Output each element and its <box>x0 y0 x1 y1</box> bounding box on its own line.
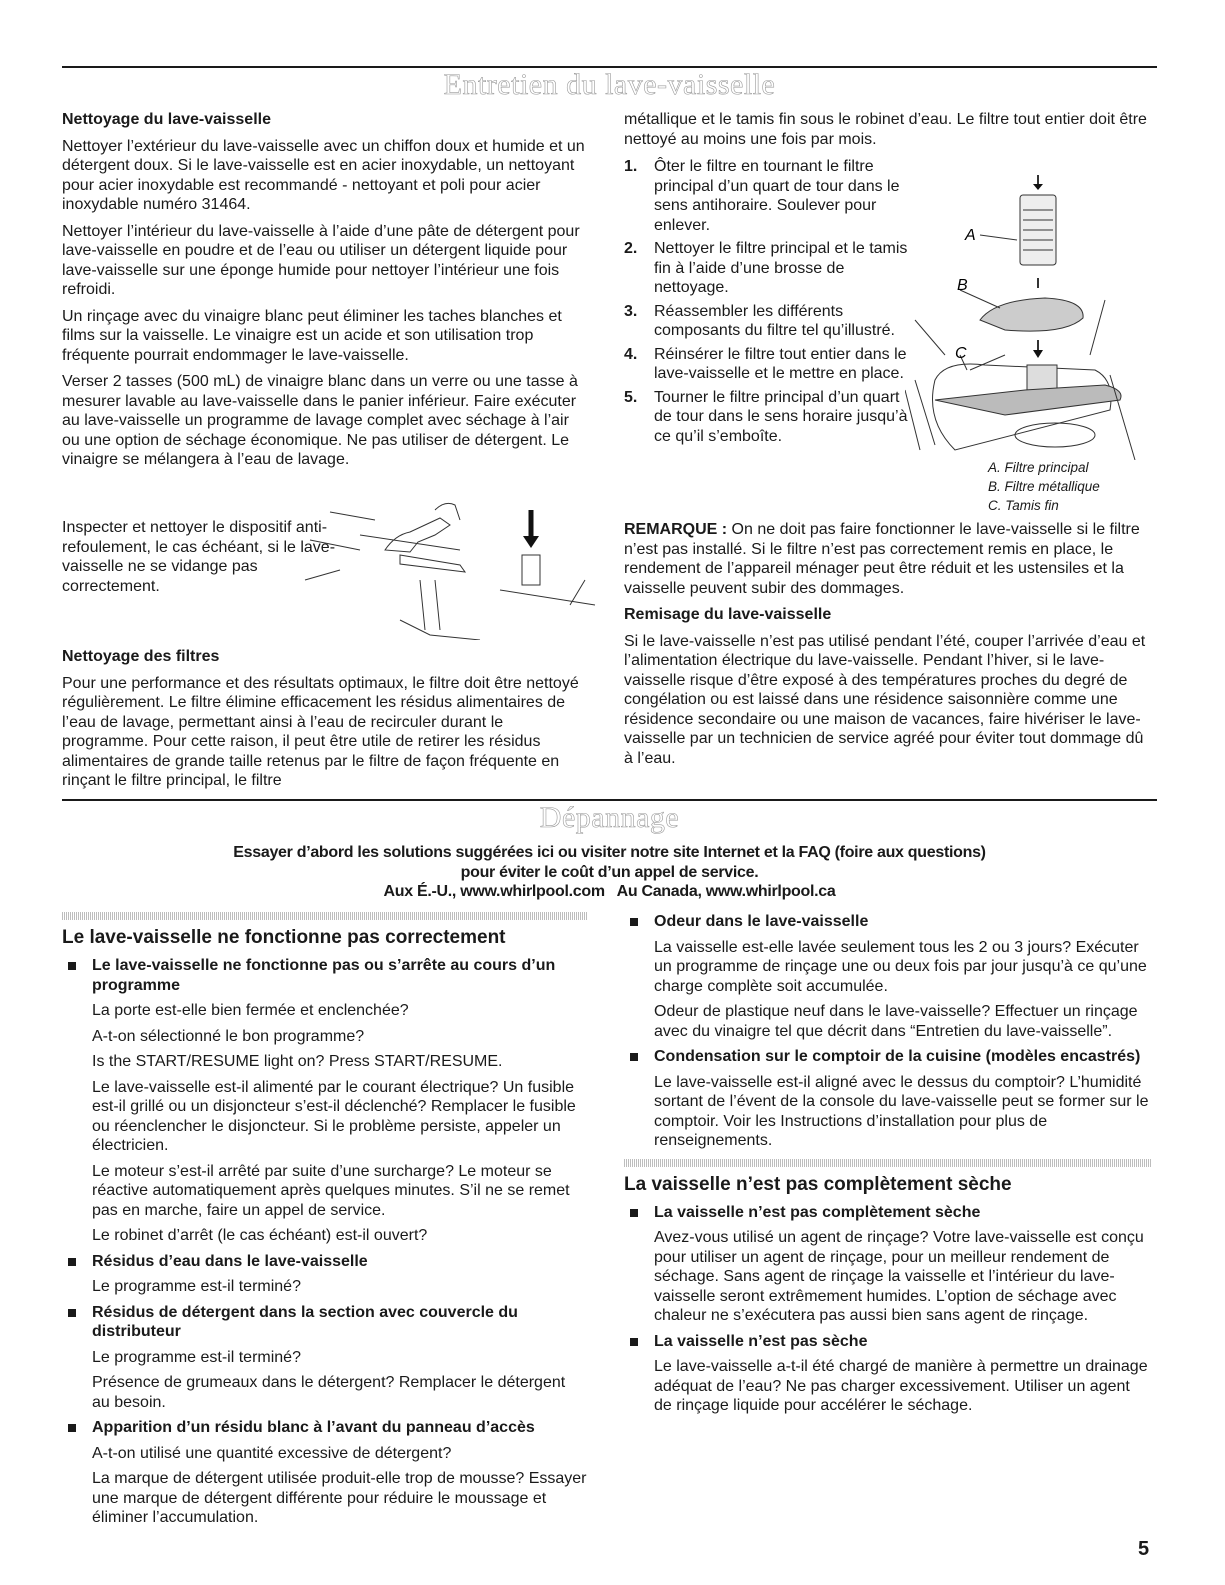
filters-continued <box>624 110 1149 156</box>
filter-label-c: C <box>955 345 967 362</box>
bullet-square <box>630 1338 638 1346</box>
problem-heading: La vaisselle n’est pas sèche <box>654 1332 868 1350</box>
problem-text: A-t-on utilisé une quantité excessive de détergent? <box>92 1444 452 1462</box>
problem-item <box>624 1047 1152 1151</box>
not-dry-heading: La vaisselle n’est pas complètement sèche <box>624 1173 1012 1195</box>
cleaning-paragraph: Nettoyer l’extérieur du lave-vaisselle avec un chiffon doux et humide et un détergent doux. Si le lave-vaisselle est en acier inoxydable, un nettoyant pour acier inoxydable est recommandé - nettoyant et poli pour acier inoxydable numéro 31464. <box>62 137 585 213</box>
problem-text: Présence de grumeaux dans le détergent? Remplacer le détergent au besoin. <box>92 1374 566 1411</box>
problem-text: Le lave-vaisselle est-il aligné avec le dessus du comptoir? L’humidité sortant de l’évent de la console du lave-vaisselle peut se former sur le comptoir. Voir les Instructions d’installation pour plus de renseignements. <box>654 1073 1149 1149</box>
cleaning-paragraph: Verser 2 tasses (500 mL) de vinaigre blanc dans un verre ou une tasse à mesurer lavable au lave-vaisselle dans le panier inférieur. Faire exécuter au lave-vaisselle un programme de lavage complet avec séchage à l’air ou une option de séchage économique. Ne pas utiliser de détergent. Le vinaigre se mélangera à l’eau de lavage. <box>62 373 578 468</box>
problem-heading: Résidus d’eau dans le lave-vaisselle <box>92 1252 368 1270</box>
problem-text: Le programme est-il terminé? <box>92 1278 301 1295</box>
problem-text: A-t-on sélectionné le bon programme? <box>92 1027 365 1045</box>
bullet-square <box>68 1309 76 1317</box>
note-paragraph <box>624 520 1152 598</box>
section-divider <box>62 912 587 920</box>
problem-item <box>624 1332 1152 1416</box>
problem-heading: La vaisselle n’est pas complètement sèche <box>654 1203 981 1221</box>
note-text: On ne doit pas faire fonctionner le lave-vaisselle si le filtre n’est pas installé. Si le filtre n’est pas correctement remis en place, le rendement de l’appareil ménager peut être réduit et les ustensiles et la vaisselle peuvent subir des dommages. <box>624 521 1140 597</box>
problem-text: Is the START/RESUME light on? Press START/RESUME. <box>92 1053 503 1070</box>
problem-text: La vaisselle est-elle lavée seulement tous les 2 ou 3 jours? Exécuter un programme de rinçage une ou deux fois par jour jusqu’à ce qu’une charge complète soit accumulée. <box>654 938 1147 995</box>
cleaning-paragraph: Nettoyer l’intérieur du lave-vaisselle à l’aide d’une pâte de détergent pour lave-vaisselle en poudre et de l’eau ou utiliser un détergent liquide pour lave-vaisselle sur une éponge humide pour nettoyer l’intérieur une fois refroidi. <box>62 222 580 298</box>
bullet-square <box>630 1209 638 1217</box>
filter-step: 5. Tourner le filtre principal d’un quart de tour dans le sens horaire jusqu’à ce qu’il s’emboîte. <box>624 388 908 445</box>
problem-text: Le programme est-il terminé? <box>92 1348 301 1366</box>
filter-captions <box>988 458 1153 515</box>
filters-heading: Nettoyage des filtres <box>62 648 220 665</box>
page-number: 5 <box>1138 1538 1150 1560</box>
problem-heading: Odeur dans le lave-vaisselle <box>654 913 869 930</box>
troubleshooting-title: Dépannage <box>539 801 680 834</box>
cleaning-section <box>62 110 587 477</box>
problem-text: Le moteur s’est-il arrêté par suite d’une surcharge? Le moteur se réactive automatiquement après quelques minutes. S’il ne se remet pas en marche, faire un appel de service. <box>92 1162 570 1219</box>
note-and-storage <box>624 520 1152 775</box>
intro-line: Essayer d’abord les solutions suggérées ici ou visiter notre site Internet et la FAQ (foire aux questions) <box>233 844 986 861</box>
intro-line: pour éviter le coût d’un appel de service. <box>460 863 759 881</box>
problem-item <box>62 1252 587 1297</box>
bullet-square <box>68 962 76 970</box>
caption-b: B. Filtre métallique <box>988 479 1100 494</box>
problem-item <box>62 1418 587 1528</box>
filter-steps-list <box>624 157 914 446</box>
filter-step: 3. Réassembler les différents composants du filtre tel qu’illustré. <box>624 302 895 339</box>
bullet-square <box>68 1424 76 1432</box>
storage-paragraph: Si le lave-vaisselle n’est pas utilisé pendant l’été, couper l’arrivée d’eau et l’alimentation électrique du lave-vaisselle. Pendant l’hiver, si le lave-vaisselle risque d’être exposé à des températures proches du degré de congélation ou est laissé dans une résidence saisonnière comme une résidence secondaire ou une maison de vacances, faire hivériser le lave-vaisselle par un technicien de service agréé pour éviter tout dommage dû à l’eau. <box>624 632 1146 767</box>
sink-illustration <box>300 480 600 640</box>
caption-c: C. Tamis fin <box>988 498 1059 513</box>
filter-step: 1. Ôter le filtre en tournant le filtre principal d’un quart de tour dans le sens antihoraire. Soulever pour enlever. <box>624 158 900 234</box>
filter-steps <box>624 153 914 450</box>
problem-text: Odeur de plastique neuf dans le lave-vaisselle? Effectuer un rinçage avec du vinaigre tel que décrit dans “Entretien du lave-vaisselle”. <box>654 1003 1138 1040</box>
section-divider <box>624 1159 1152 1167</box>
filter-label-a: A <box>965 227 976 244</box>
filter-step: 2. Nettoyer le filtre principal et le tamis fin à l’aide d’une brosse de nettoyage. <box>624 240 908 296</box>
not-working-section <box>62 912 587 1534</box>
maintenance-title: Entretien du lave-vaisselle <box>443 68 776 101</box>
problem-heading: Résidus de détergent dans la section avec couvercle du distributeur <box>92 1303 518 1340</box>
filter-step: 4. Réinsérer le filtre tout entier dans le lave-vaisselle et le mettre en place. <box>624 345 907 382</box>
problem-item <box>62 956 587 1246</box>
note-label: REMARQUE : <box>624 521 728 538</box>
problem-heading: Condensation sur le comptoir de la cuisine (modèles encastrés) <box>654 1048 1141 1065</box>
cleaning-paragraph: Un rinçage avec du vinaigre blanc peut éliminer les taches blanches et films sur la vaisselle. Le vinaigre est un acide et son utilisation trop fréquente pourrait endommager le lave-vaisselle. <box>62 307 562 364</box>
bullet-square <box>68 1258 76 1266</box>
problem-text: Le robinet d’arrêt (le cas échéant) est-il ouvert? <box>92 1227 428 1244</box>
filters-paragraph: Pour une performance et des résultats optimaux, le filtre doit être nettoyé régulièrement. Le filtre élimine efficacement les résidus alimentaires de l’eau de lavage, permettant ainsi à l’eau de recirculer durant le programme. Pour cette raison, il peut être utile de retirer les résidus alimentaires de grande taille retenus par le filtre de façon fréquente en rinçant le filtre principal, le filtre <box>62 674 579 789</box>
problem-text: Avez-vous utilisé un agent de rinçage? Votre lave-vaisselle est conçu pour utiliser un agent de rinçage, pour un meilleur rendement de séchage. Sans agent de rinçage la vaisselle et l’intérieur du lave-vaisselle seront extrêmement humides. L’option de séchage avec chaleur ne s’exécutera pas aussi bien sans agent de rinçage. <box>654 1229 1144 1324</box>
troubleshooting-intro <box>62 843 1157 902</box>
problem-heading: Le lave-vaisselle ne fonctionne pas ou s’arrête au cours d’un programme <box>92 957 556 994</box>
anti-backflow-paragraph: Inspecter et nettoyer le dispositif anti-refoulement, le cas échéant, si le lave-vaisselle ne se vidange pas correctement. <box>62 519 336 595</box>
filter-label-b: B <box>957 277 968 294</box>
filters-paragraph-continued: métallique et le tamis fin sous le robinet d’eau. Le filtre tout entier doit être nettoyé au moins une fois par mois. <box>624 111 1147 148</box>
intro-line: Aux É.-U., www.whirlpool.com Au Canada, www.whirlpool.ca <box>383 883 836 900</box>
caption-a: A. Filtre principal <box>988 460 1089 475</box>
filter-illustration <box>905 160 1155 460</box>
cleaning-heading: Nettoyage du lave-vaisselle <box>62 111 271 128</box>
bullet-square <box>630 1053 638 1061</box>
storage-heading: Remisage du lave-vaisselle <box>624 606 832 623</box>
problem-item <box>62 1303 587 1413</box>
problem-text: La marque de détergent utilisée produit-elle trop de mousse? Essayer une marque de détergent différente pour réduire le moussage et éliminer l’accumulation. <box>92 1470 587 1526</box>
problem-text: Le lave-vaisselle a-t-il été chargé de manière à permettre un drainage adéquat de l’eau? Ne pas charger excessivement. Utiliser un agent de rinçage liquide pour accélérer le séchage. <box>654 1358 1148 1414</box>
not-working-heading: Le lave-vaisselle ne fonctionne pas correctement <box>62 927 506 948</box>
problem-text: Le lave-vaisselle est-il alimenté par le courant électrique? Un fusible est-il grillé ou un disjoncteur s’est-il déclenché? Remplacer le fusible ou réenclencher le disjoncteur. Si le problème persiste, appeler un électricien. <box>92 1078 576 1154</box>
troubleshooting-right-column <box>624 912 1152 1422</box>
problem-item <box>624 912 1152 1041</box>
problem-item <box>624 1203 1152 1326</box>
filters-section <box>62 647 587 798</box>
problem-heading: Apparition d’un résidu blanc à l’avant du panneau d’accès <box>92 1419 535 1436</box>
problem-text: La porte est-elle bien fermée et enclenchée? <box>92 1002 409 1019</box>
bullet-square <box>630 918 638 926</box>
